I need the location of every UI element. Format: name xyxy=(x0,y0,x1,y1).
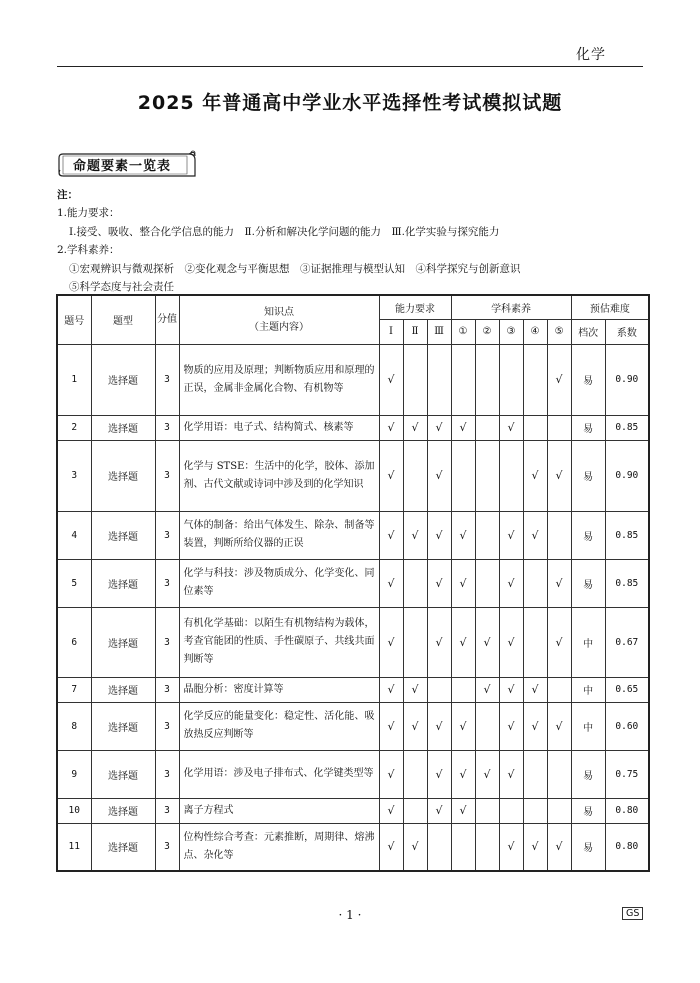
cell-score: 3 xyxy=(155,823,179,871)
check-mark: √ xyxy=(411,528,419,542)
table-row xyxy=(57,677,649,702)
literacy-line-1: ①宏观辨识与微观探析 ②变化观念与平衡思想 ③证据推理与模型认知 ④科学探究与创新意识 xyxy=(69,262,521,275)
cell-literacy-5 xyxy=(547,823,571,871)
cell-literacy-2 xyxy=(475,823,499,871)
cell-ability-3 xyxy=(427,415,451,440)
cell-knowledge: 晶胞分析：密度计算等 xyxy=(179,677,379,702)
check-mark: √ xyxy=(507,635,515,649)
cell-no: 1 xyxy=(57,344,91,415)
cell-coef: 0.85 xyxy=(605,511,649,559)
header-coef: 系数 xyxy=(605,319,649,344)
cell-ability-3 xyxy=(427,559,451,607)
check-mark: √ xyxy=(531,528,539,542)
cell-literacy-4 xyxy=(523,511,547,559)
cell-coef: 0.85 xyxy=(605,415,649,440)
cell-type: 选择题 xyxy=(91,559,155,607)
table-row xyxy=(57,702,649,750)
cell-ability-1 xyxy=(379,677,403,702)
cell-knowledge: 有机化学基础：以陌生有机物结构为载体，考查官能团的性质、手性碳原子、共线共面判断等 xyxy=(179,607,379,677)
cell-ability-1 xyxy=(379,415,403,440)
check-mark: √ xyxy=(507,528,515,542)
cell-literacy-4 xyxy=(523,440,547,511)
check-mark: √ xyxy=(387,683,395,696)
cell-no: 8 xyxy=(57,702,91,750)
cell-type: 选择题 xyxy=(91,798,155,823)
check-mark: √ xyxy=(387,804,395,817)
header-literacy-4: ④ xyxy=(523,319,547,344)
cell-literacy-3 xyxy=(499,607,523,677)
check-mark: √ xyxy=(387,635,395,649)
cell-score: 3 xyxy=(155,750,179,798)
notes-block xyxy=(57,186,521,296)
cell-grade: 中 xyxy=(571,677,605,702)
check-mark: √ xyxy=(483,635,491,649)
header-no: 题号 xyxy=(57,295,91,344)
cell-ability-3 xyxy=(427,607,451,677)
cell-literacy-3 xyxy=(499,559,523,607)
cell-literacy-1 xyxy=(451,511,475,559)
cell-knowledge: 化学反应的能量变化：稳定性、活化能、吸放热反应判断等 xyxy=(179,702,379,750)
cell-type: 选择题 xyxy=(91,607,155,677)
check-mark: √ xyxy=(531,840,539,854)
cell-literacy-2 xyxy=(475,559,499,607)
check-mark: √ xyxy=(387,576,395,590)
cell-ability-2 xyxy=(403,511,427,559)
check-mark: √ xyxy=(435,469,443,482)
check-mark: √ xyxy=(531,469,539,482)
cell-literacy-5 xyxy=(547,559,571,607)
table-row xyxy=(57,511,649,559)
cell-score: 3 xyxy=(155,344,179,415)
cell-literacy-5 xyxy=(547,440,571,511)
cell-literacy-4 xyxy=(523,798,547,823)
notes-label: 注： xyxy=(57,189,78,201)
cell-knowledge: 化学用语：涉及电子排布式、化学键类型等 xyxy=(179,750,379,798)
cell-coef: 0.80 xyxy=(605,798,649,823)
cell-literacy-4 xyxy=(523,823,547,871)
cell-ability-1 xyxy=(379,344,403,415)
cell-ability-3 xyxy=(427,511,451,559)
cell-ability-3 xyxy=(427,677,451,702)
cell-literacy-2 xyxy=(475,798,499,823)
cell-coef: 0.75 xyxy=(605,750,649,798)
cell-literacy-3 xyxy=(499,415,523,440)
cell-grade: 易 xyxy=(571,798,605,823)
check-mark: √ xyxy=(459,576,467,590)
cell-grade: 中 xyxy=(571,702,605,750)
cell-ability-2 xyxy=(403,798,427,823)
cell-ability-2 xyxy=(403,607,427,677)
cell-score: 3 xyxy=(155,415,179,440)
check-mark: √ xyxy=(387,719,395,733)
cell-score: 3 xyxy=(155,798,179,823)
cell-ability-1 xyxy=(379,607,403,677)
cell-literacy-5 xyxy=(547,798,571,823)
cell-no: 11 xyxy=(57,823,91,871)
cell-literacy-4 xyxy=(523,344,547,415)
check-mark: √ xyxy=(411,840,419,854)
cell-literacy-2 xyxy=(475,702,499,750)
cell-grade: 易 xyxy=(571,415,605,440)
check-mark: √ xyxy=(387,767,395,781)
check-mark: √ xyxy=(435,528,443,542)
cell-type: 选择题 xyxy=(91,344,155,415)
header-knowledge xyxy=(179,295,379,344)
cell-no: 6 xyxy=(57,607,91,677)
cell-type: 选择题 xyxy=(91,511,155,559)
check-mark: √ xyxy=(411,683,419,696)
cell-literacy-3 xyxy=(499,511,523,559)
cell-literacy-5 xyxy=(547,677,571,702)
cell-grade: 易 xyxy=(571,344,605,415)
cell-score: 3 xyxy=(155,607,179,677)
header-literacy-5: ⑤ xyxy=(547,319,571,344)
cell-no: 7 xyxy=(57,677,91,702)
cell-ability-2 xyxy=(403,344,427,415)
check-mark: √ xyxy=(435,767,443,781)
cell-no: 10 xyxy=(57,798,91,823)
cell-literacy-3 xyxy=(499,823,523,871)
check-mark: √ xyxy=(555,719,563,733)
check-mark: √ xyxy=(555,373,563,386)
check-mark: √ xyxy=(531,683,539,696)
header-ability: 能力要求 xyxy=(379,295,451,319)
cell-coef: 0.60 xyxy=(605,702,649,750)
cell-literacy-3 xyxy=(499,702,523,750)
cell-literacy-2 xyxy=(475,750,499,798)
header-ability-2: Ⅱ xyxy=(403,319,427,344)
check-mark: √ xyxy=(459,804,467,817)
check-mark: √ xyxy=(507,767,515,781)
header-ability-3: Ⅲ xyxy=(427,319,451,344)
cell-literacy-5 xyxy=(547,344,571,415)
cell-ability-1 xyxy=(379,559,403,607)
check-mark: √ xyxy=(555,840,563,854)
cell-type: 选择题 xyxy=(91,750,155,798)
cell-grade: 易 xyxy=(571,750,605,798)
header-difficulty: 预估难度 xyxy=(571,295,649,319)
cell-ability-1 xyxy=(379,440,403,511)
cell-ability-2 xyxy=(403,677,427,702)
banner-title: 命题要素一览表 xyxy=(73,159,172,174)
table-row xyxy=(57,415,649,440)
cell-ability-3 xyxy=(427,440,451,511)
check-mark: √ xyxy=(459,528,467,542)
cell-no: 5 xyxy=(57,559,91,607)
check-mark: √ xyxy=(387,373,395,386)
cell-literacy-5 xyxy=(547,415,571,440)
cell-literacy-2 xyxy=(475,677,499,702)
check-mark: √ xyxy=(459,635,467,649)
page-title: 2025 年普通高中学业水平选择性考试模拟试题 xyxy=(137,92,563,114)
header-knowledge-sub: （主题内容） xyxy=(249,321,309,333)
cell-knowledge: 离子方程式 xyxy=(179,798,379,823)
cell-type: 选择题 xyxy=(91,415,155,440)
table-row xyxy=(57,440,649,511)
check-mark: √ xyxy=(531,719,539,733)
cell-type: 选择题 xyxy=(91,440,155,511)
cell-coef: 0.90 xyxy=(605,344,649,415)
header-literacy-2: ② xyxy=(475,319,499,344)
check-mark: √ xyxy=(459,421,467,434)
cell-ability-1 xyxy=(379,750,403,798)
cell-literacy-1 xyxy=(451,559,475,607)
cell-type: 选择题 xyxy=(91,677,155,702)
cell-literacy-2 xyxy=(475,344,499,415)
cell-literacy-2 xyxy=(475,607,499,677)
cell-literacy-1 xyxy=(451,823,475,871)
header-literacy-3: ③ xyxy=(499,319,523,344)
cell-literacy-1 xyxy=(451,344,475,415)
cell-literacy-1 xyxy=(451,607,475,677)
cell-literacy-5 xyxy=(547,702,571,750)
check-mark: √ xyxy=(387,840,395,854)
header-rule xyxy=(57,66,643,67)
cell-literacy-5 xyxy=(547,511,571,559)
cell-no: 9 xyxy=(57,750,91,798)
cell-coef: 0.65 xyxy=(605,677,649,702)
cell-knowledge: 化学与科技：涉及物质成分、化学变化、同位素等 xyxy=(179,559,379,607)
check-mark: √ xyxy=(507,683,515,696)
cell-grade: 中 xyxy=(571,607,605,677)
cell-literacy-3 xyxy=(499,440,523,511)
check-mark: √ xyxy=(435,804,443,817)
cell-literacy-1 xyxy=(451,440,475,511)
header-ability-1: Ⅰ xyxy=(379,319,403,344)
cell-ability-1 xyxy=(379,702,403,750)
check-mark: √ xyxy=(555,469,563,482)
cell-knowledge: 位构性综合考查：元素推断，周期律、熔沸点、杂化等 xyxy=(179,823,379,871)
table-row xyxy=(57,798,649,823)
check-mark: √ xyxy=(459,767,467,781)
cell-score: 3 xyxy=(155,677,179,702)
table-row xyxy=(57,823,649,871)
cell-knowledge: 气体的制备：给出气体发生、除杂、制备等装置，判断所给仪器的正误 xyxy=(179,511,379,559)
cell-ability-2 xyxy=(403,702,427,750)
cell-no: 4 xyxy=(57,511,91,559)
cell-literacy-2 xyxy=(475,511,499,559)
cell-no: 3 xyxy=(57,440,91,511)
cell-literacy-3 xyxy=(499,798,523,823)
header-score xyxy=(155,295,179,344)
cell-ability-1 xyxy=(379,798,403,823)
cell-literacy-4 xyxy=(523,677,547,702)
check-mark: √ xyxy=(387,528,395,542)
check-mark: √ xyxy=(507,840,515,854)
cell-literacy-1 xyxy=(451,415,475,440)
check-mark: √ xyxy=(387,421,395,434)
check-mark: √ xyxy=(507,576,515,590)
cell-no: 2 xyxy=(57,415,91,440)
cell-score: 3 xyxy=(155,559,179,607)
cell-ability-1 xyxy=(379,823,403,871)
check-mark: √ xyxy=(459,719,467,733)
cell-coef: 0.90 xyxy=(605,440,649,511)
cell-knowledge: 化学与 STSE：生活中的化学，胶体、添加剂、古代文献或诗词中涉及到的化学知识 xyxy=(179,440,379,511)
check-mark: √ xyxy=(483,683,491,696)
table-row xyxy=(57,750,649,798)
cell-literacy-1 xyxy=(451,798,475,823)
cell-ability-1 xyxy=(379,511,403,559)
check-mark: √ xyxy=(555,576,563,590)
cell-grade: 易 xyxy=(571,559,605,607)
cell-coef: 0.67 xyxy=(605,607,649,677)
cell-coef: 0.85 xyxy=(605,559,649,607)
table-body xyxy=(57,344,649,871)
cell-ability-3 xyxy=(427,750,451,798)
subject-label: 化学 xyxy=(576,47,606,63)
check-mark: √ xyxy=(387,469,395,482)
cell-grade: 易 xyxy=(571,440,605,511)
section-banner xyxy=(57,150,197,178)
cell-coef: 0.80 xyxy=(605,823,649,871)
header-literacy: 学科素养 xyxy=(451,295,571,319)
header-knowledge-label: 知识点 xyxy=(264,306,294,318)
ability-items: Ⅰ.接受、吸收、整合化学信息的能力 Ⅱ.分析和解决化学问题的能力 Ⅲ.化学实验与探究能力 xyxy=(69,225,500,238)
check-mark: √ xyxy=(435,421,443,434)
cell-grade: 易 xyxy=(571,823,605,871)
cell-literacy-2 xyxy=(475,440,499,511)
cell-literacy-1 xyxy=(451,677,475,702)
cell-ability-3 xyxy=(427,344,451,415)
cell-literacy-3 xyxy=(499,344,523,415)
cell-grade: 易 xyxy=(571,511,605,559)
cell-ability-2 xyxy=(403,440,427,511)
header-score-label: 分值 xyxy=(157,314,177,326)
check-mark: √ xyxy=(507,719,515,733)
literacy-line-2: ⑤科学态度与社会责任 xyxy=(69,281,174,294)
cell-literacy-3 xyxy=(499,750,523,798)
cell-score: 3 xyxy=(155,440,179,511)
header-literacy-1: ① xyxy=(451,319,475,344)
cell-literacy-1 xyxy=(451,750,475,798)
table-row xyxy=(57,344,649,415)
cell-score: 3 xyxy=(155,511,179,559)
cell-ability-2 xyxy=(403,823,427,871)
cell-literacy-4 xyxy=(523,750,547,798)
cell-knowledge: 化学用语：电子式、结构简式、核素等 xyxy=(179,415,379,440)
check-mark: √ xyxy=(411,421,419,434)
cell-literacy-4 xyxy=(523,702,547,750)
check-mark: √ xyxy=(435,635,443,649)
cell-literacy-4 xyxy=(523,607,547,677)
table-row xyxy=(57,607,649,677)
cell-literacy-5 xyxy=(547,607,571,677)
page-code: GS xyxy=(622,907,643,920)
ability-label: 1.能力要求： xyxy=(57,207,120,220)
cell-ability-2 xyxy=(403,750,427,798)
cell-literacy-4 xyxy=(523,415,547,440)
cell-type: 选择题 xyxy=(91,823,155,871)
check-mark: √ xyxy=(435,719,443,733)
check-mark: √ xyxy=(555,635,563,649)
check-mark: √ xyxy=(507,421,515,434)
cell-ability-3 xyxy=(427,823,451,871)
cell-ability-3 xyxy=(427,798,451,823)
cell-literacy-2 xyxy=(475,415,499,440)
cell-ability-3 xyxy=(427,702,451,750)
table-row xyxy=(57,559,649,607)
cell-literacy-1 xyxy=(451,702,475,750)
page-number: · 1 · xyxy=(338,908,362,922)
header-type: 题型 xyxy=(91,295,155,344)
cell-literacy-4 xyxy=(523,559,547,607)
check-mark: √ xyxy=(483,767,491,781)
cell-knowledge: 物质的应用及原理；判断物质应用和原理的正误，金属非金属化合物、有机物等 xyxy=(179,344,379,415)
cell-ability-2 xyxy=(403,559,427,607)
cell-score: 3 xyxy=(155,702,179,750)
check-mark: √ xyxy=(411,719,419,733)
cell-ability-2 xyxy=(403,415,427,440)
cell-literacy-3 xyxy=(499,677,523,702)
check-mark: √ xyxy=(435,576,443,590)
literacy-label: 2.学科素养： xyxy=(57,244,120,257)
requirements-table xyxy=(56,294,650,872)
cell-type: 选择题 xyxy=(91,702,155,750)
cell-literacy-5 xyxy=(547,750,571,798)
header-grade: 档次 xyxy=(571,319,605,344)
